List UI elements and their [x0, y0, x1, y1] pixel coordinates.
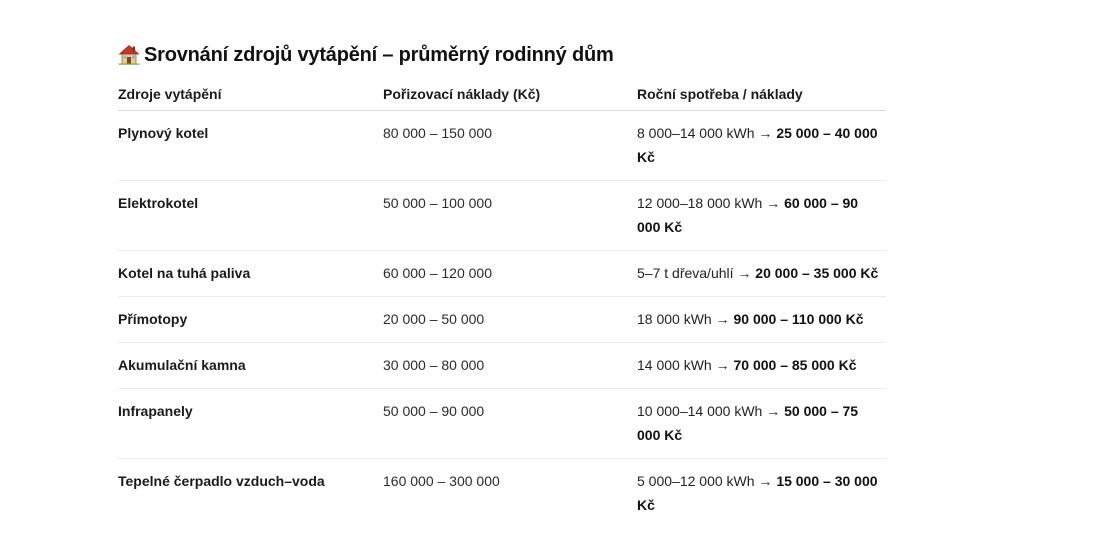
annual-cost: 15 000 – 30 000 Kč [637, 473, 878, 513]
usage-text: 12 000–18 000 kWh → [637, 195, 781, 211]
column-header-annual-usage: Roční spotřeba / náklady [637, 85, 886, 111]
row-purchase-cost: 20 000 – 50 000 [383, 297, 637, 343]
annual-cost: 20 000 – 35 000 Kč [755, 265, 879, 281]
row-annual-usage [637, 343, 886, 389]
column-header-source: Zdroje vytápění [118, 85, 383, 111]
column-header-purchase-cost: Pořizovací náklady (Kč) [383, 85, 637, 111]
row-source: Elektrokotel [118, 181, 383, 251]
row-source: Přímotopy [118, 297, 383, 343]
annual-cost: 90 000 – 110 000 Kč [733, 311, 864, 327]
page-title [118, 40, 886, 70]
row-annual-usage [637, 111, 886, 181]
usage-text: 18 000 kWh → [637, 311, 730, 327]
row-purchase-cost: 30 000 – 80 000 [383, 343, 637, 389]
row-purchase-cost: 50 000 – 100 000 [383, 181, 637, 251]
annual-cost: 60 000 – 90 000 Kč [637, 195, 859, 235]
house-icon [118, 43, 140, 65]
row-annual-usage [637, 389, 886, 459]
table-row [118, 459, 886, 529]
row-annual-usage [637, 251, 886, 297]
row-source: Plynový kotel [118, 111, 383, 181]
table-row [118, 111, 886, 181]
row-annual-usage [637, 181, 886, 251]
row-source: Tepelné čerpadlo vzduch–voda [118, 473, 325, 489]
table-row [118, 181, 886, 251]
table-row [118, 297, 886, 343]
row-purchase-cost: 50 000 – 90 000 [383, 389, 637, 459]
table-row [118, 389, 886, 459]
heating-comparison-table [118, 85, 886, 528]
usage-text: 10 000–14 000 kWh → [637, 403, 781, 419]
row-source: Infrapanely [118, 389, 383, 459]
page-title-text: Srovnání zdrojů vytápění – průměrný rodinný dům [144, 43, 614, 66]
row-purchase-cost: 160 000 – 300 000 [383, 473, 500, 489]
usage-text: 5 000–12 000 kWh → [637, 473, 773, 489]
row-purchase-cost: 80 000 – 150 000 [383, 111, 637, 181]
row-source: Akumulační kamna [118, 343, 383, 389]
annual-cost: 70 000 – 85 000 Kč [733, 357, 857, 373]
document [118, 40, 886, 528]
table-header-row [118, 85, 886, 111]
usage-text: 8 000–14 000 kWh → [637, 125, 773, 141]
usage-text: 5–7 t dřeva/uhlí → [637, 265, 752, 281]
row-annual-usage [637, 459, 886, 529]
annual-cost: 25 000 – 40 000 Kč [637, 125, 878, 165]
table-row [118, 251, 886, 297]
row-source: Kotel na tuhá paliva [118, 251, 383, 297]
usage-text: 14 000 kWh → [637, 357, 730, 373]
table-row [118, 343, 886, 389]
annual-cost: 50 000 – 75 000 Kč [637, 403, 859, 443]
row-purchase-cost: 60 000 – 120 000 [383, 251, 637, 297]
row-annual-usage [637, 297, 886, 343]
